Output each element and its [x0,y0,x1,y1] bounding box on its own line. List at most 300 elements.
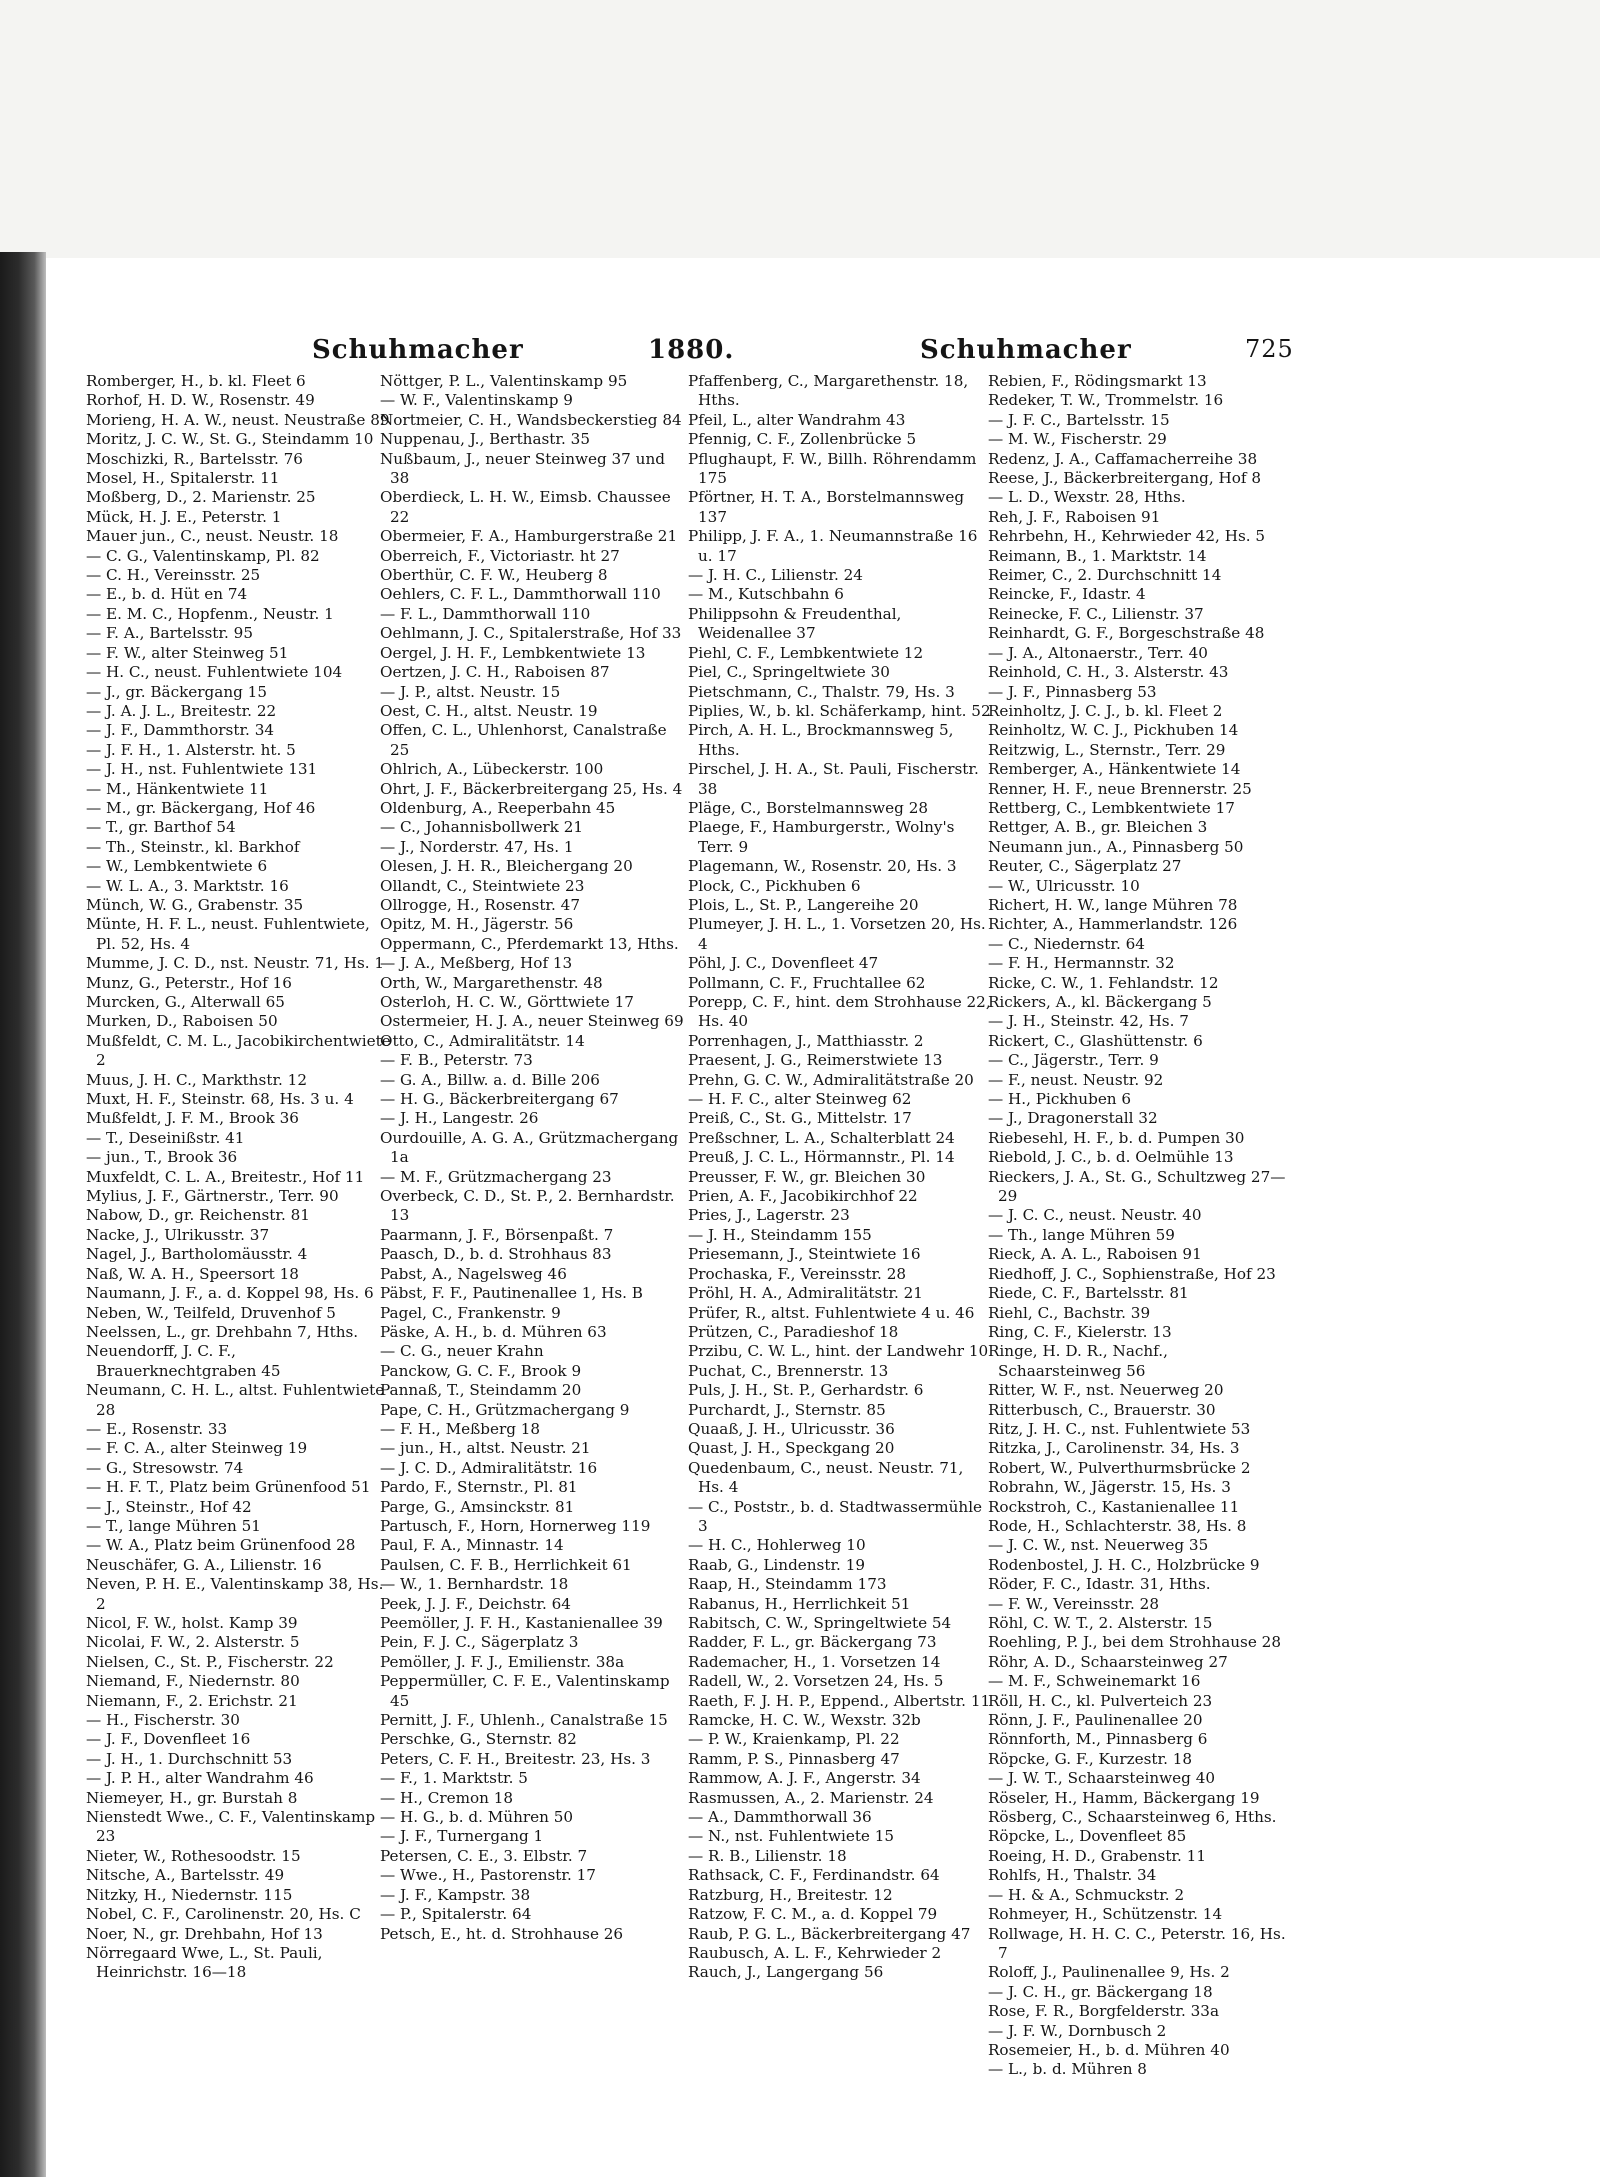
directory-entry: Pirschel, J. H. A., St. Pauli, Fischerstr. 38 [688,760,979,798]
directory-entry: Röder, F. C., Idastr. 31, Hths. [988,1575,1211,1594]
directory-entry: Moschizki, R., Bartelsstr. 76 [86,449,303,468]
directory-entry: — J. C. D., Admiralitätstr. 16 [380,1458,598,1477]
directory-entry: — J. A. J. L., Breitestr. 22 [86,701,277,720]
directory-entry: Ratzow, F. C. M., a. d. Koppel 79 [688,1905,938,1924]
directory-entry: Noer, N., gr. Drehbahn, Hof 13 [86,1924,323,1943]
directory-entry: Nienstedt Wwe., C. F., Valentinskamp 23 [86,1808,376,1846]
directory-entry: Renner, H. F., neue Brennerstr. 25 [988,779,1252,798]
directory-entry: Rebien, F., Rödingsmarkt 13 [988,372,1207,390]
directory-entry: — J. F., Dammthorstr. 34 [86,721,275,740]
directory-entry: Oest, C. H., altst. Neustr. 19 [380,701,598,720]
directory-entry: Oppermann, C., Pferdemarkt 13, Hths. [380,934,679,953]
directory-entry: Rasmussen, A., 2. Marienstr. 24 [688,1788,934,1807]
directory-entry: — J. F., Turnergang 1 [380,1827,544,1846]
directory-entry: — J. C. H., gr. Bäckergang 18 [988,1982,1213,2001]
directory-entry: Naumann, J. F., a. d. Koppel 98, Hs. 6 [86,1284,374,1303]
directory-entry: — Th., Steinstr., kl. Barkhof [86,837,300,856]
directory-entry: — J. P., altst. Neustr. 15 [380,682,561,701]
directory-entry: Rabitsch, C. W., Springeltwiete 54 [688,1614,952,1632]
directory-entry: Partusch, F., Horn, Hornerweg 119 [380,1516,651,1535]
directory-entry: Paulsen, C. F. B., Herrlichkeit 61 [380,1555,632,1574]
directory-entry: Ohlrich, A., Lübeckerstr. 100 [380,760,604,779]
directory-entry: Pietschmann, C., Thalstr. 79, Hs. 3 [688,682,955,701]
directory-entry: Nobel, C. F., Carolinenstr. 20, Hs. C [86,1905,361,1924]
directory-entry: — J. A., Altonaerstr., Terr. 40 [988,643,1208,662]
directory-entry: — J. H. C., Lilienstr. 24 [688,566,863,585]
directory-entry: Richter, A., Hammerlandstr. 126 [988,915,1238,934]
directory-entry: Oberthür, C. F. W., Heuberg 8 [380,566,608,585]
running-header [0,335,1600,375]
directory-entry: — N., nst. Fuhlentwiete 15 [688,1827,895,1846]
directory-entry: — L., b. d. Mühren 8 [988,2060,1147,2079]
directory-entry: — F., 1. Marktstr. 5 [380,1769,528,1788]
directory-entry: Pein, F. J. C., Sägerplatz 3 [380,1633,579,1652]
directory-entry: — J. W. T., Schaarsteinweg 40 [988,1769,1216,1788]
directory-entry: Plumeyer, J. H. L., 1. Vorsetzen 20, Hs. 4 [688,915,986,953]
directory-entry: Raubusch, A. L. F., Kehrwieder 2 [688,1943,942,1962]
directory-entry: — J. H., Steinstr. 42, Hs. 7 [988,1012,1189,1031]
directory-entry: Puchat, C., Brennerstr. 13 [688,1361,889,1380]
directory-entry: Roeing, H. D., Grabenstr. 11 [988,1846,1207,1865]
directory-entry: — J. F., Kampstr. 38 [380,1885,531,1904]
directory-entry: — E., b. d. Hüt en 74 [86,585,248,604]
directory-entry: Röhr, A. D., Schaarsteinweg 27 [988,1652,1228,1671]
directory-entry: Oldenburg, A., Reeperbahn 45 [380,798,616,817]
directory-entry: — H. G., Bäckerbreitergang 67 [380,1090,619,1109]
directory-entry: Neuschäfer, G. A., Lilienstr. 16 [86,1555,322,1574]
directory-entry: Oehlmann, J. C., Spitalerstraße, Hof 33 [380,624,682,643]
directory-entry: — M. F., Grützmachergang 23 [380,1167,612,1186]
book-spine-shadow [0,252,46,2177]
directory-entry: — H. G., b. d. Mühren 50 [380,1808,574,1827]
directory-entry: — H. F. T., Platz beim Grünenfood 51 [86,1478,371,1497]
directory-entry: Opitz, M. H., Jägerstr. 56 [380,915,574,934]
directory-entry: Prochaska, F., Vereinsstr. 28 [688,1264,907,1283]
directory-entry: Oberreich, F., Victoriastr. ht 27 [380,546,620,565]
directory-entry: — F. A., Bartelsstr. 95 [86,624,253,643]
directory-entry: Röpcke, L., Dovenfleet 85 [988,1827,1187,1846]
directory-entry: Nicolai, F. W., 2. Alsterstr. 5 [86,1633,300,1652]
directory-entry: Rockstroh, C., Kastanienallee 11 [988,1497,1240,1516]
directory-entry: — W., 1. Bernhardstr. 18 [380,1575,569,1594]
directory-entry: Reinholtz, J. C. J., b. kl. Fleet 2 [988,701,1223,720]
directory-entry: Plagemann, W., Rosenstr. 20, Hs. 3 [688,857,957,876]
directory-entry: Rickert, C., Glashüttenstr. 6 [988,1031,1203,1050]
directory-entry: — J., Dragonerstall 32 [988,1109,1158,1128]
directory-entry: Riebold, J. C., b. d. Oelmühle 13 [988,1148,1234,1167]
directory-entry: — F. L., Dammthorwall 110 [380,604,591,623]
directory-entry: — C., Niedernstr. 64 [988,934,1145,953]
directory-entry: Röhl, C. W. T., 2. Alsterstr. 15 [988,1614,1213,1632]
directory-entry: Neelssen, L., gr. Drehbahn 7, Hths. [86,1322,359,1341]
directory-entry: Quedenbaum, C., neust. Neustr. 71, Hs. 4 [688,1458,964,1497]
directory-entry: Offen, C. L., Uhlenhorst, Canalstraße 25 [380,721,667,759]
directory-entry: Muxfeldt, C. L. A., Breitestr., Hof 11 [86,1167,365,1186]
directory-entry: Oehlers, C. F. L., Dammthorwall 110 [380,585,661,604]
directory-entry: Praesent, J. G., Reimerstwiete 13 [688,1051,943,1070]
directory-entry: Puls, J. H., St. P., Gerhardstr. 6 [688,1381,924,1400]
directory-entry: — F. W., alter Steinweg 51 [86,643,289,662]
directory-entry: Riebesehl, H. F., b. d. Pumpen 30 [988,1128,1245,1147]
directory-entry: — F. H., Hermannstr. 32 [988,954,1175,973]
directory-entry: Ourdouille, A. G. A., Grützmachergang 1a [380,1128,679,1167]
directory-entry: Piplies, W., b. kl. Schäferkamp, hint. 52 [688,701,991,720]
directory-entry: Quast, J. H., Speckgang 20 [688,1439,895,1458]
directory-entry: — E. M. C., Hopfenm., Neustr. 1 [86,604,334,623]
directory-column-2 [380,372,686,2172]
directory-entry: Paasch, D., b. d. Strohhaus 83 [380,1245,612,1264]
directory-entry: — W., Lembkentwiete 6 [86,857,268,876]
directory-entry: Rettberg, C., Lembkentwiete 17 [988,798,1235,817]
directory-entry: Rönnforth, M., Pinnasberg 6 [988,1730,1208,1749]
directory-entry: Rickers, A., kl. Bäckergang 5 [988,993,1212,1011]
directory-entry: Röll, H. C., kl. Pulverteich 23 [988,1691,1213,1710]
directory-entry: — F. C. A., alter Steinweg 19 [86,1439,308,1458]
directory-entry: Ritterbusch, C., Brauerstr. 30 [988,1400,1216,1419]
directory-entry: Ostermeier, H. J. A., neuer Steinweg 69 [380,1012,684,1031]
directory-entry: Parge, G., Amsinckstr. 81 [380,1497,575,1516]
directory-entry: Nitzky, H., Niedernstr. 115 [86,1885,293,1904]
directory-entry: Nöttger, P. L., Valentinskamp 95 [380,372,628,390]
directory-entry: Nicol, F. W., holst. Kamp 39 [86,1614,298,1632]
directory-entry: Peek, J. J. F., Deichstr. 64 [380,1594,571,1613]
directory-entry: Petsch, E., ht. d. Strohhause 26 [380,1924,624,1943]
directory-entry: Nieter, W., Rothesoodstr. 15 [86,1846,301,1865]
directory-entry: Remberger, A., Hänkentwiete 14 [988,760,1241,779]
directory-entry: Redeker, T. W., Trommelstr. 16 [988,391,1224,410]
directory-entry: Pröhl, H. A., Admiralitätstr. 21 [688,1284,923,1303]
directory-entry: — T., gr. Barthof 54 [86,818,236,837]
directory-entry: Neumann jun., A., Pinnasberg 50 [988,837,1244,856]
directory-entry: Richert, H. W., lange Mühren 78 [988,895,1238,914]
directory-entry: — M. F., Schweinemarkt 16 [988,1672,1201,1691]
directory-entry: Pernitt, J. F., Uhlenh., Canalstraße 15 [380,1711,668,1730]
directory-entry: — P. W., Kraienkamp, Pl. 22 [688,1730,900,1749]
directory-entry: Rieckers, J. A., St. G., Schultzweg 27—29 [988,1167,1286,1206]
directory-entry: Osterloh, H. C. W., Görttwiete 17 [380,993,634,1011]
directory-entry: Neben, W., Teilfeld, Druvenhof 5 [86,1303,336,1322]
directory-entry: — C., Jägerstr., Terr. 9 [988,1051,1159,1070]
directory-entry: Plock, C., Pickhuben 6 [688,876,861,895]
directory-entry: Niemann, F., 2. Erichstr. 21 [86,1691,298,1710]
directory-entry: Ritz, J. H. C., nst. Fuhlentwiete 53 [988,1419,1251,1438]
directory-column-1 [86,372,392,2172]
directory-entry: Plaege, F., Hamburgerstr., Wolny's Terr. 9 [688,818,955,856]
directory-entry: Ramcke, H. C. W., Wexstr. 32b [688,1711,921,1730]
directory-entry: Neven, P. H. E., Valentinskamp 38, Hs. 2 [86,1575,384,1613]
directory-entry: Preßschner, L. A., Schalterblatt 24 [688,1128,955,1147]
directory-entry: Porrenhagen, J., Matthiasstr. 2 [688,1031,924,1050]
directory-entry: Pflughaupt, F. W., Billh. Röhrendamm 175 [688,449,977,488]
directory-entry: — W. L. A., 3. Marktstr. 16 [86,876,289,895]
page-number: 725 [1245,335,1294,363]
directory-entry: Pförtner, H. T. A., Borstelmannsweg 137 [688,488,965,526]
directory-entry: Pfennig, C. F., Zollenbrücke 5 [688,430,917,449]
directory-entry: Pfeil, L., alter Wandrahm 43 [688,410,906,429]
directory-entry: Reinhold, C. H., 3. Alsterstr. 43 [988,663,1229,682]
directory-entry: Ritzka, J., Carolinenstr. 34, Hs. 3 [988,1439,1240,1458]
directory-entry: Pape, C. H., Grützmachergang 9 [380,1400,630,1419]
directory-entry: Purchardt, J., Sternstr. 85 [688,1400,886,1419]
directory-entry: Przibu, C. W. L., hint. der Landwehr 10 [688,1342,989,1361]
directory-entry: — H., Fischerstr. 30 [86,1711,240,1730]
directory-entry: — L. D., Wexstr. 28, Hths. [988,488,1186,507]
directory-entry: Peemöller, J. F. H., Kastanienallee 39 [380,1614,663,1632]
directory-entry: Preiß, C., St. G., Mittelstr. 17 [688,1109,912,1128]
directory-entry: Nörregaard Wwe, L., St. Pauli, Heinrichstr. 16—18 [86,1943,323,1982]
directory-entry: — Th., lange Mühren 59 [988,1225,1175,1244]
directory-entry: Ricke, C. W., 1. Fehlandstr. 12 [988,973,1219,992]
directory-entry: Pries, J., Lagerstr. 23 [688,1206,850,1225]
directory-entry: Robert, W., Pulverthurmsbrücke 2 [988,1458,1251,1477]
directory-entry: Rettger, A. B., gr. Bleichen 3 [988,818,1208,837]
directory-entry: — W., Ulricusstr. 10 [988,876,1140,895]
directory-entry: Riehl, C., Bachstr. 39 [988,1303,1151,1322]
directory-entry: Oertzen, J. C. H., Raboisen 87 [380,663,610,682]
directory-entry: Riede, C. F., Bartelsstr. 81 [988,1284,1189,1303]
directory-entry: Raeth, F. J. H. P., Eppend., Albertstr. 11 [688,1691,991,1710]
directory-entry: Panckow, G. C. F., Brook 9 [380,1361,582,1380]
directory-entry: — F. H., Meßberg 18 [380,1419,541,1438]
directory-entry: Rabanus, H., Herrlichkeit 51 [688,1594,911,1613]
directory-entry: Priesemann, J., Steintwiete 16 [688,1245,921,1264]
directory-entry: Roloff, J., Paulinenallee 9, Hs. 2 [988,1963,1230,1982]
directory-entry: Prützen, C., Paradieshof 18 [688,1322,899,1341]
directory-entry: — jun., T., Brook 36 [86,1148,238,1167]
directory-entry: — J. C. C., neust. Neustr. 40 [988,1206,1202,1225]
directory-entry: Niemeyer, H., gr. Burstah 8 [86,1788,298,1807]
directory-entry: Rode, H., Schlachterstr. 38, Hs. 8 [988,1516,1247,1535]
directory-column-3 [688,372,994,2172]
directory-entry: Ramm, P. S., Pinnasberg 47 [688,1749,900,1768]
directory-entry: Nabow, D., gr. Reichenstr. 81 [86,1206,310,1225]
directory-entry: — J. H., Langestr. 26 [380,1109,539,1128]
directory-entry: Mück, H. J. E., Peterstr. 1 [86,507,282,526]
directory-entry: — W. A., Platz beim Grünenfood 28 [86,1536,356,1555]
directory-entry: — J. F. H., 1. Alsterstr. ht. 5 [86,740,296,759]
directory-entry: — J. H., Steindamm 155 [688,1225,872,1244]
directory-entry: — H. F. C., alter Steinweg 62 [688,1090,912,1109]
directory-entry: — H., Cremon 18 [380,1788,514,1807]
directory-entry: — C., Poststr., b. d. Stadtwassermühle 3 [688,1497,983,1535]
directory-entry: Quaaß, J. H., Ulricusstr. 36 [688,1419,895,1438]
directory-entry: Pollmann, C. F., Fruchtallee 62 [688,973,926,992]
directory-entry: Porepp, C. F., hint. dem Strohhause 22, Hs. 40 [688,993,991,1031]
directory-entry: Peppermüller, C. F. E., Valentinskamp 45 [380,1672,670,1710]
directory-entry: Rammow, A. J. F., Angerstr. 34 [688,1769,921,1788]
directory-entry: Murken, D., Raboisen 50 [86,1012,278,1031]
directory-entry: Ritter, W. F., nst. Neuerweg 20 [988,1381,1224,1400]
directory-entry: Prehn, G. C. W., Admiralitätstraße 20 [688,1070,974,1089]
directory-entry: Radell, W., 2. Vorsetzen 24, Hs. 5 [688,1672,944,1691]
directory-entry: Paul, F. A., Minnastr. 14 [380,1536,564,1555]
directory-entry: Radder, F. L., gr. Bäckergang 73 [688,1633,937,1652]
directory-entry: Otto, C., Admiralitätstr. 14 [380,1031,585,1050]
left-running-title: Schuhmacher [312,335,524,365]
directory-entry: Reinecke, F. C., Lilienstr. 37 [988,604,1204,623]
directory-entry: — M., Hänkentwiete 11 [86,779,269,798]
directory-entry: Reimann, B., 1. Marktstr. 14 [988,546,1207,565]
directory-entry: — C. H., Vereinsstr. 25 [86,566,261,585]
directory-entry: Piel, C., Springeltwiete 30 [688,663,890,682]
directory-entry: Orth, W., Margarethenstr. 48 [380,973,603,992]
directory-entry: Muus, J. H. C., Markthstr. 12 [86,1070,308,1089]
directory-entry: Reese, J., Bäckerbreitergang, Hof 8 [988,469,1262,488]
directory-entry: — M., Kutschbahn 6 [688,585,844,604]
directory-entry: Philippsohn & Freudenthal, Weidenallee 37 [688,604,902,643]
directory-entry: Mußfeldt, C. M. L., Jacobikirchentwiete 2 [86,1031,391,1070]
directory-entry: — E., Rosenstr. 33 [86,1419,228,1438]
directory-entry: Röpcke, G. F., Kurzestr. 18 [988,1749,1193,1768]
directory-entry: Reitzwig, L., Sternstr., Terr. 29 [988,740,1226,759]
directory-entry: — P., Spitalerstr. 64 [380,1905,532,1924]
directory-entry: Peters, C. F. H., Breitestr. 23, Hs. 3 [380,1749,651,1768]
directory-entry: — J. A., Meßberg, Hof 13 [380,954,573,973]
directory-entry: Nacke, J., Ulrikusstr. 37 [86,1225,270,1244]
directory-entry: Pirch, A. H. L., Brockmannsweg 5, Hths. [688,721,954,759]
directory-entry: Moßberg, D., 2. Marienstr. 25 [86,488,316,507]
directory-entry: Rohlfs, H., Thalstr. 34 [988,1866,1157,1885]
directory-entry: Pabst, A., Nagelsweg 46 [380,1264,567,1283]
directory-entry: Pardo, F., Sternstr., Pl. 81 [380,1478,578,1497]
directory-entry: Paarmann, J. F., Börsenpaßt. 7 [380,1225,614,1244]
directory-entry: — C., Johannisbollwerk 21 [380,818,584,837]
directory-entry: Romberger, H., b. kl. Fleet 6 [86,372,306,390]
directory-entry: Redenz, J. A., Caffamacherreihe 38 [988,449,1258,468]
directory-entry: Neuendorff, J. C. F., Brauerknechtgraben 45 [86,1342,281,1380]
directory-entry: Päbst, F. F., Pautinenallee 1, Hs. B [380,1284,643,1303]
directory-entry: Muxt, H. F., Steinstr. 68, Hs. 3 u. 4 [86,1090,354,1109]
directory-entry: Ohrt, J. F., Bäckerbreitergang 25, Hs. 4 [380,779,683,798]
directory-entry: — M., gr. Bäckergang, Hof 46 [86,798,316,817]
directory-entry: Rose, F. R., Borgfelderstr. 33a [988,2002,1220,2021]
directory-entry: Reimer, C., 2. Durchschnitt 14 [988,566,1222,585]
directory-entry: — J. F., Pinnasberg 53 [988,682,1157,701]
directory-entry: — H. C., Hohlerweg 10 [688,1536,866,1555]
directory-entry: — W. F., Valentinskamp 9 [380,391,573,410]
directory-entry: Mauer jun., C., neust. Neustr. 18 [86,527,339,546]
directory-entry: Pöhl, J. C., Dovenfleet 47 [688,954,879,973]
directory-entry: Nuppenau, J., Berthastr. 35 [380,430,590,449]
directory-entry: Obermeier, F. A., Hamburgerstraße 21 [380,527,678,546]
directory-entry: Mußfeldt, J. F. M., Brook 36 [86,1109,299,1128]
directory-entry: Reincke, F., Idastr. 4 [988,585,1146,604]
directory-entry: — F. W., Vereinsstr. 28 [988,1594,1159,1613]
directory-entry: Pannaß, T., Steindamm 20 [380,1381,582,1400]
directory-entry: — J. F. W., Dornbusch 2 [988,2021,1167,2040]
directory-entry: — G., Stresowstr. 74 [86,1458,244,1477]
directory-entry: Oergel, J. H. F., Lembkentwiete 13 [380,643,646,662]
directory-entry: Piehl, C. F., Lembkentwiete 12 [688,643,924,662]
directory-entry: — A., Dammthorwall 36 [688,1808,872,1827]
directory-entry: — C. G., neuer Krahn [380,1342,544,1361]
directory-entry: Moritz, J. C. W., St. G., Steindamm 10 [86,430,374,449]
directory-entry: Rodenbostel, J. H. C., Holzbrücke 9 [988,1555,1260,1574]
directory-entry: Ring, C. F., Kielerstr. 13 [988,1322,1172,1341]
year-heading: 1880. [648,335,735,365]
directory-entry: — M. W., Fischerstr. 29 [988,430,1167,449]
directory-entry: Pfaffenberg, C., Margarethenstr. 18, Hths. [688,372,969,410]
directory-entry: Nielsen, C., St. P., Fischerstr. 22 [86,1652,334,1671]
directory-entry: — jun., H., altst. Neustr. 21 [380,1439,591,1458]
directory-entry: Murcken, G., Alterwall 65 [86,993,285,1011]
directory-column-4 [988,372,1294,2172]
directory-entry: Pläge, C., Borstelmannsweg 28 [688,798,929,817]
directory-entry: Rieck, A. A. L., Raboisen 91 [988,1245,1202,1264]
directory-entry: — R. B., Lilienstr. 18 [688,1846,847,1865]
directory-entry: — J. P. H., alter Wandrahm 46 [86,1769,314,1788]
directory-entry: Münch, W. G., Grabenstr. 35 [86,895,304,914]
directory-entry: Oberdieck, L. H. W., Eimsb. Chaussee 22 [380,488,671,526]
directory-entry: Mumme, J. C. D., nst. Neustr. 71, Hs. 1 [86,954,385,973]
directory-entry: Rohmeyer, H., Schützenstr. 14 [988,1905,1223,1924]
directory-entry: Robrahn, W., Jägerstr. 15, Hs. 3 [988,1478,1231,1497]
directory-entry: Petersen, C. E., 3. Elbstr. 7 [380,1846,588,1865]
directory-entry: — F. B., Peterstr. 73 [380,1051,533,1070]
directory-entry: Ringe, H. D. R., Nachf., Schaarsteinweg 56 [988,1342,1168,1380]
directory-entry: Prien, A. F., Jacobikirchhof 22 [688,1187,918,1206]
directory-entry: Prüfer, R., altst. Fuhlentwiete 4 u. 46 [688,1303,975,1322]
directory-entry: Neumann, C. H. L., altst. Fuhlentwiete 28 [86,1381,385,1419]
directory-entry: — H., Pickhuben 6 [988,1090,1132,1109]
right-running-title: Schuhmacher [920,335,1132,365]
directory-entry: Rosemeier, H., b. d. Mühren 40 [988,2040,1230,2059]
directory-entry: Morieng, H. A. W., neust. Neustraße 89 [86,410,390,429]
directory-entry: Philipp, J. F. A., 1. Neumannstraße 16 u. 17 [688,527,978,565]
directory-entry: Nortmeier, C. H., Wandsbeckerstieg 84 [380,410,682,429]
directory-entry: — J., gr. Bäckergang 15 [86,682,267,701]
directory-entry: — Wwe., H., Pastorenstr. 17 [380,1866,596,1885]
directory-entry: Roehling, P. J., bei dem Strohhause 28 [988,1633,1281,1652]
directory-entry: — J. C. W., nst. Neuerweg 35 [988,1536,1209,1555]
directory-entry: — J., Steinstr., Hof 42 [86,1497,252,1516]
directory-entry: Overbeck, C. D., St. P., 2. Bernhardstr. 13 [380,1187,675,1225]
directory-entry: Mylius, J. F., Gärtnerstr., Terr. 90 [86,1187,339,1206]
directory-entry: Rauch, J., Langergang 56 [688,1963,884,1982]
directory-entry: Riedhoff, J. C., Sophienstraße, Hof 23 [988,1264,1276,1283]
directory-entry: Rademacher, H., 1. Vorsetzen 14 [688,1652,941,1671]
directory-entry: Preusser, F. W., gr. Bleichen 30 [688,1167,926,1186]
directory-entry: — T., lange Mühren 51 [86,1516,261,1535]
directory-entry: Niemand, F., Niedernstr. 80 [86,1672,300,1691]
directory-entry: — F., neust. Neustr. 92 [988,1070,1164,1089]
directory-entry: Rehrbehn, H., Kehrwieder 42, Hs. 5 [988,527,1266,546]
directory-entry: Rösberg, C., Schaarsteinweg 6, Hths. [988,1808,1277,1827]
directory-entry: — J. F. C., Bartelsstr. 15 [988,410,1170,429]
directory-entry: Raub, P. G. L., Bäckerbreitergang 47 [688,1924,971,1943]
directory-entry: Ollandt, C., Steintwiete 23 [380,876,585,895]
directory-entry: Plois, L., St. P., Langereihe 20 [688,895,919,914]
directory-entry: Naß, W. A. H., Speersort 18 [86,1264,299,1283]
directory-entry: — H. & A., Schmuckstr. 2 [988,1885,1185,1904]
directory-entry: — J., Norderstr. 47, Hs. 1 [380,837,574,856]
directory-entry: Pagel, C., Frankenstr. 9 [380,1303,561,1322]
directory-entry: — T., Deseinißstr. 41 [86,1128,245,1147]
directory-entry: Nagel, J., Bartholomäusstr. 4 [86,1245,308,1264]
directory-entry: Rathsack, C. F., Ferdinandstr. 64 [688,1866,940,1885]
directory-entry: Nußbaum, J., neuer Steinweg 37 und 38 [380,449,665,488]
directory-entry: Reinhardt, G. F., Borgeschstraße 48 [988,624,1265,643]
directory-entry: Röseler, H., Hamm, Bäckergang 19 [988,1788,1260,1807]
directory-entry: — J. H., 1. Durchschnitt 53 [86,1749,293,1768]
directory-entry: Pemöller, J. F. J., Emilienstr. 38a [380,1652,625,1671]
directory-entry: Reinholtz, W. C. J., Pickhuben 14 [988,721,1239,740]
directory-entry: Mosel, H., Spitalerstr. 11 [86,469,280,488]
directory-entry: Nitsche, A., Bartelsstr. 49 [86,1866,285,1885]
directory-entry: Munz, G., Peterstr., Hof 16 [86,973,292,992]
directory-entry: Reh, J. F., Raboisen 91 [988,507,1161,526]
directory-entry: Rönn, J. F., Paulinenallee 20 [988,1711,1203,1730]
